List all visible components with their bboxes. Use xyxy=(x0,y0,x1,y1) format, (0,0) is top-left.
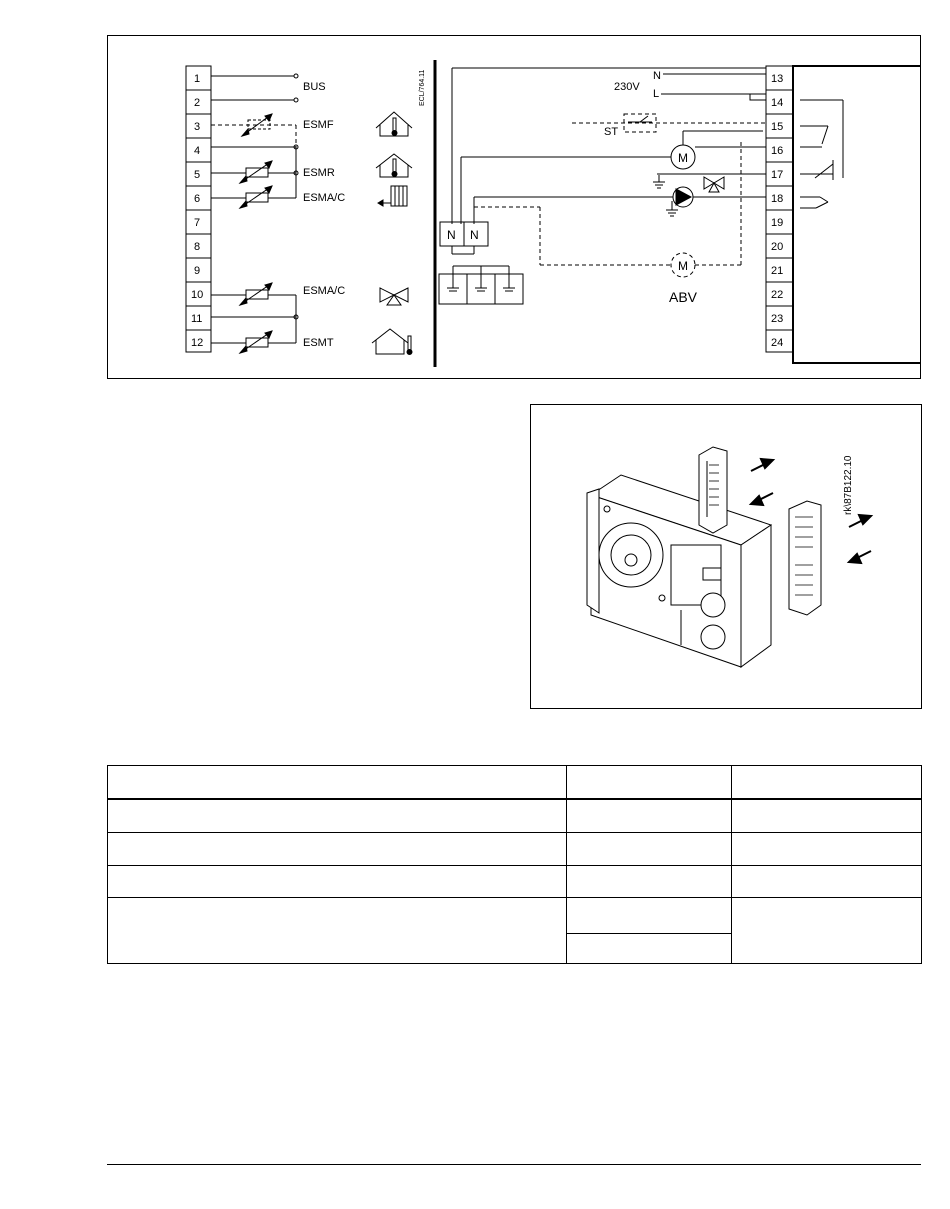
table-row xyxy=(108,799,922,832)
label-esmr: ESMR xyxy=(303,167,335,179)
table-cell xyxy=(732,832,922,865)
right-terminal-22: 22 xyxy=(771,289,784,301)
table-cell xyxy=(567,898,732,933)
right-terminal-19: 19 xyxy=(771,217,784,229)
footer-rule xyxy=(107,1164,921,1165)
left-terminal-8: 8 xyxy=(194,241,201,253)
right-terminal-14: 14 xyxy=(771,97,784,109)
label-esmf: ESMF xyxy=(303,119,334,131)
label-live: L xyxy=(653,88,660,100)
table-row xyxy=(108,898,922,933)
left-terminal-6: 6 xyxy=(194,193,201,205)
controller-code: rk\87B122.10 xyxy=(843,455,854,515)
table-row xyxy=(108,865,922,898)
valve-icon-left xyxy=(380,288,408,305)
table-header-row xyxy=(108,766,922,800)
label-voltage: 230V xyxy=(614,81,640,93)
table-cell xyxy=(732,898,922,964)
left-terminal-7: 7 xyxy=(194,217,201,229)
left-terminal-9: 9 xyxy=(194,265,201,277)
table-row xyxy=(108,832,922,865)
left-terminal-10: 10 xyxy=(191,289,204,301)
right-terminal-24: 24 xyxy=(771,337,784,349)
valve-icon-right xyxy=(704,177,724,192)
label-motor-1: M xyxy=(678,151,688,165)
left-terminal-3: 3 xyxy=(194,121,201,133)
right-terminal-21: 21 xyxy=(771,265,784,277)
table-cell xyxy=(567,832,732,865)
controller-illustration xyxy=(531,405,921,708)
left-terminal-11: 11 xyxy=(191,313,203,325)
table-cell xyxy=(108,898,567,964)
left-terminal-2: 2 xyxy=(194,97,201,109)
table-header-cell xyxy=(567,766,732,800)
label-esmac-2: ESMA/C xyxy=(303,285,346,297)
table-header-cell xyxy=(108,766,567,800)
table-header-cell xyxy=(732,766,922,800)
table-cell xyxy=(108,865,567,898)
label-abv: ABV xyxy=(669,289,698,305)
left-terminal-1: 1 xyxy=(194,73,201,85)
right-terminal-20: 20 xyxy=(771,241,784,253)
radiator-icon xyxy=(378,186,407,206)
controller-figure-frame xyxy=(530,404,922,709)
right-terminal-16: 16 xyxy=(771,145,784,157)
diagram-code: ECL/764.11 xyxy=(419,69,426,106)
label-esmac-1: ESMA/C xyxy=(303,192,346,204)
table-cell xyxy=(567,799,732,832)
left-terminal-12: 12 xyxy=(191,337,204,349)
wiring-diagram xyxy=(108,36,920,378)
table-cell xyxy=(732,865,922,898)
data-table xyxy=(107,765,922,964)
table-cell xyxy=(108,832,567,865)
room-temp-icon xyxy=(376,154,412,177)
label-neutral-block-2: N xyxy=(470,228,479,242)
house-thermometer-icon xyxy=(372,329,412,355)
right-terminal-15: 15 xyxy=(771,121,784,133)
label-esmt: ESMT xyxy=(303,337,334,349)
label-neutral: N xyxy=(653,70,661,82)
table-cell xyxy=(567,865,732,898)
outdoor-temp-icon xyxy=(376,112,412,136)
table-cell xyxy=(108,799,567,832)
table-cell xyxy=(567,933,732,964)
left-terminal-5: 5 xyxy=(194,169,201,181)
wiring-diagram-frame xyxy=(107,35,921,379)
right-terminal-17: 17 xyxy=(771,169,784,181)
right-terminal-13: 13 xyxy=(771,73,784,85)
left-terminal-4: 4 xyxy=(194,145,201,157)
table-cell xyxy=(732,799,922,832)
label-bus: BUS xyxy=(303,81,326,93)
label-neutral-block-1: N xyxy=(447,228,456,242)
label-motor-2: M xyxy=(678,259,688,273)
right-terminal-18: 18 xyxy=(771,193,784,205)
label-st: ST xyxy=(604,126,619,138)
right-terminal-23: 23 xyxy=(771,313,784,325)
